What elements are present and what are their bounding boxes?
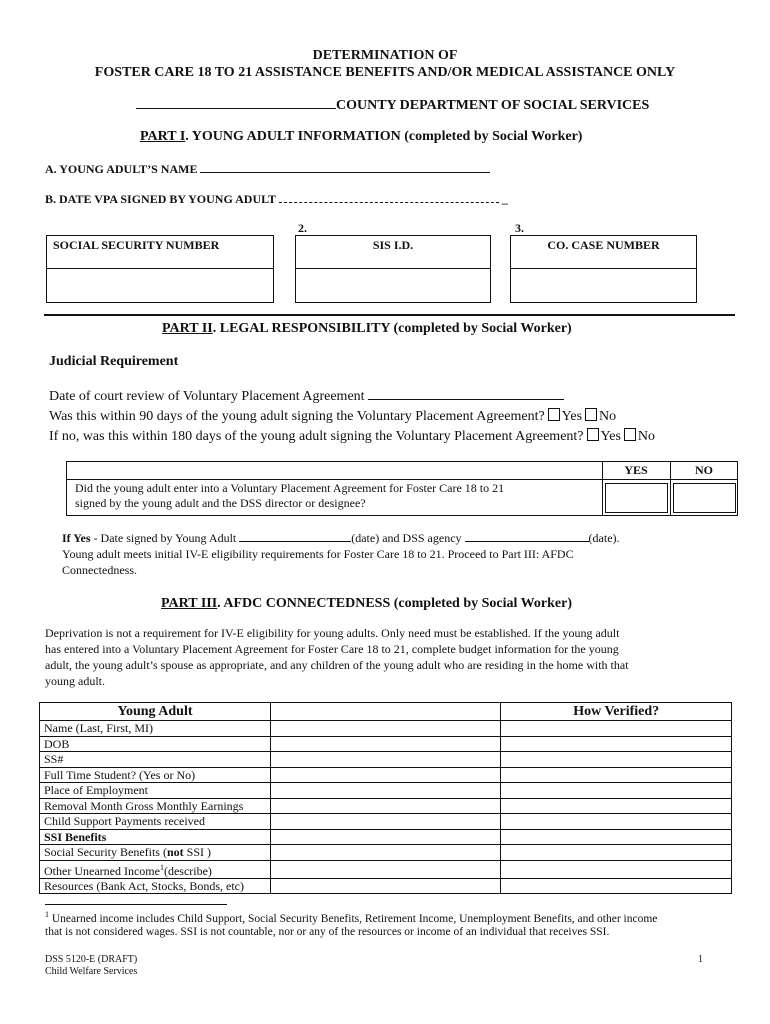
- part1-heading: PART I. YOUNG ADULT INFORMATION (completed by Social Worker): [140, 129, 583, 144]
- young-adult-table: [39, 702, 732, 894]
- footnote-line-1: $^1$ Unearned income includes Child Support, Social Security Benefits, Retirement Income, Unemployment Benefits, and other income: [45, 910, 658, 925]
- title-line-2: FOSTER CARE 18 TO 21 ASSISTANCE BENEFITS AND/OR MEDICAL ASSISTANCE ONLY: [94, 65, 676, 80]
- sis-id-label: SIS I.D.: [372, 238, 414, 252]
- part3-paragraph-line-1: Deprivation is not a requirement for IV-E eligibility for young adults. Only need must be established. If the young adult: [45, 626, 620, 640]
- footnote-line-2: that is not considered wages. SSI is not countable, nor or any of the resources or income of an individual that receives SSI.: [45, 926, 610, 938]
- eligibility-line-2: Connectedness.: [62, 563, 137, 577]
- row-verified-cell[interactable]: [501, 752, 732, 768]
- dss-agency-sign-date-blank[interactable]: [465, 530, 589, 542]
- row-label: Resources (Bank Act, Stocks, Bonds, etc): [40, 878, 271, 894]
- table-row: [40, 814, 732, 830]
- county-blank[interactable]: [136, 97, 336, 109]
- young-adult-sign-date-blank[interactable]: [239, 530, 351, 542]
- part2-heading: PART II. LEGAL RESPONSIBILITY (completed by Social Worker): [162, 321, 572, 336]
- row-verified-cell[interactable]: [501, 814, 732, 830]
- row-value-cell[interactable]: [270, 736, 500, 752]
- footnote-divider: [45, 904, 227, 905]
- young-adult-name-blank[interactable]: [200, 161, 490, 173]
- judicial-heading: Judicial Requirement: [49, 354, 179, 369]
- row-verified-cell[interactable]: [501, 798, 732, 814]
- row-value-cell[interactable]: [270, 752, 500, 768]
- table-row: [40, 736, 732, 752]
- row-label: DOB: [40, 736, 271, 752]
- row-value-cell[interactable]: [270, 767, 500, 783]
- row-verified-cell[interactable]: [501, 829, 732, 845]
- ssn-box: [46, 235, 274, 303]
- how-verified-header: How Verified?: [501, 703, 732, 721]
- vpa-question-table: [66, 461, 738, 516]
- court-review-line: Date of court review of Voluntary Placement Agreement: [49, 388, 564, 405]
- row-label: Child Support Payments received: [40, 814, 271, 830]
- vpa-yes-header: YES: [624, 463, 648, 477]
- table-row: [40, 752, 732, 768]
- row-label: SS#: [40, 752, 271, 768]
- if-yes-line: If Yes - Date signed by Young Adult (date) and DSS agency (date).: [62, 531, 620, 545]
- row-verified-cell[interactable]: [501, 845, 732, 861]
- ssn-input[interactable]: [47, 269, 273, 302]
- row-label: Full Time Student? (Yes or No): [40, 767, 271, 783]
- case-number-label: CO. CASE NUMBER: [547, 238, 660, 252]
- table-row: [40, 798, 732, 814]
- row-verified-cell[interactable]: [501, 736, 732, 752]
- table-row: [40, 767, 732, 783]
- row-value-cell[interactable]: [270, 721, 500, 737]
- row-label: Place of Employment: [40, 783, 271, 799]
- ssn-label: SOCIAL SECURITY NUMBER: [53, 238, 220, 252]
- table-row: [40, 783, 732, 799]
- section-divider: [44, 314, 735, 316]
- part3-paragraph-line-3: adult, the young adult’s spouse as appropriate, and any children of the young adult who are residing in the home with that: [45, 658, 629, 672]
- division-name: Child Welfare Services: [45, 966, 138, 977]
- sis-id-box: [295, 235, 491, 303]
- form-id: DSS 5120-E (DRAFT): [45, 954, 138, 965]
- part3-paragraph-line-2: has entered into a Voluntary Placement Agreement for Foster Care 18 to 21, complete budget information for the young: [45, 642, 619, 656]
- within-180-no-checkbox[interactable]: [624, 428, 636, 441]
- within-180-line: If no, was this within 180 days of the young adult signing the Voluntary Placement Agreement? Yes No: [49, 429, 656, 444]
- vpa-yes-box[interactable]: [605, 483, 668, 513]
- row-value-cell[interactable]: [270, 798, 500, 814]
- young-adult-header: Young Adult: [40, 703, 271, 721]
- row-value-cell[interactable]: [270, 878, 500, 894]
- within-90-line: Was this within 90 days of the young adult signing the Voluntary Placement Agreement? Yes No: [49, 409, 617, 424]
- row-value-cell[interactable]: [270, 845, 500, 861]
- row-verified-cell[interactable]: [501, 878, 732, 894]
- row-label: Removal Month Gross Monthly Earnings: [40, 798, 271, 814]
- row-verified-cell[interactable]: [501, 721, 732, 737]
- row-value-cell[interactable]: [270, 783, 500, 799]
- table-row: [40, 845, 732, 861]
- table-row: [40, 860, 732, 878]
- page-number: 1: [698, 954, 703, 965]
- blank-header: [270, 703, 500, 721]
- date-vpa-blank[interactable]: [279, 191, 499, 203]
- box-number-3: 3.: [515, 221, 524, 235]
- table-row: [40, 721, 732, 737]
- eligibility-line-1: Young adult meets initial IV-E eligibility requirements for Foster Care 18 to 21. Proceed to Part III: AFDC: [62, 547, 574, 561]
- row-value-cell[interactable]: [270, 814, 500, 830]
- date-vpa-signed-field: B. DATE VPA SIGNED BY YOUNG ADULT _: [45, 192, 508, 206]
- vpa-no-box[interactable]: [673, 483, 736, 513]
- part3-paragraph-line-4: young adult.: [45, 674, 105, 688]
- table-row: [40, 878, 732, 894]
- row-verified-cell[interactable]: [501, 767, 732, 783]
- within-180-yes-checkbox[interactable]: [587, 428, 599, 441]
- row-label: Name (Last, First, MI): [40, 721, 271, 737]
- row-label: Social Security Benefits (not SSI ): [40, 845, 271, 861]
- part3-heading: PART III. AFDC CONNECTEDNESS (completed by Social Worker): [161, 596, 572, 611]
- vpa-question-line-2: signed by the young adult and the DSS director or designee?: [75, 496, 366, 510]
- table-header-row: [40, 703, 732, 721]
- county-line: COUNTY DEPARTMENT OF SOCIAL SERVICES: [136, 97, 649, 114]
- vpa-question-line-1: Did the young adult enter into a Voluntary Placement Agreement for Foster Care 18 to 21: [75, 481, 505, 495]
- row-verified-cell[interactable]: [501, 783, 732, 799]
- within-90-no-checkbox[interactable]: [585, 408, 597, 421]
- table-row: [40, 829, 732, 845]
- sis-id-input[interactable]: [296, 269, 490, 302]
- case-number-input[interactable]: [511, 269, 696, 302]
- row-value-cell[interactable]: [270, 829, 500, 845]
- row-value-cell[interactable]: [270, 860, 500, 878]
- row-label: SSI Benefits: [40, 829, 271, 845]
- court-review-blank[interactable]: [368, 388, 564, 400]
- row-verified-cell[interactable]: [501, 860, 732, 878]
- young-adult-name-field: A. YOUNG ADULT’S NAME: [45, 161, 490, 177]
- within-90-yes-checkbox[interactable]: [548, 408, 560, 421]
- box-number-2: 2.: [298, 221, 307, 235]
- vpa-no-header: NO: [695, 463, 713, 477]
- row-label: Other Unearned Income$^1$(describe): [40, 860, 271, 878]
- title-line-1: DETERMINATION OF: [312, 48, 458, 63]
- case-number-box: [510, 235, 697, 303]
